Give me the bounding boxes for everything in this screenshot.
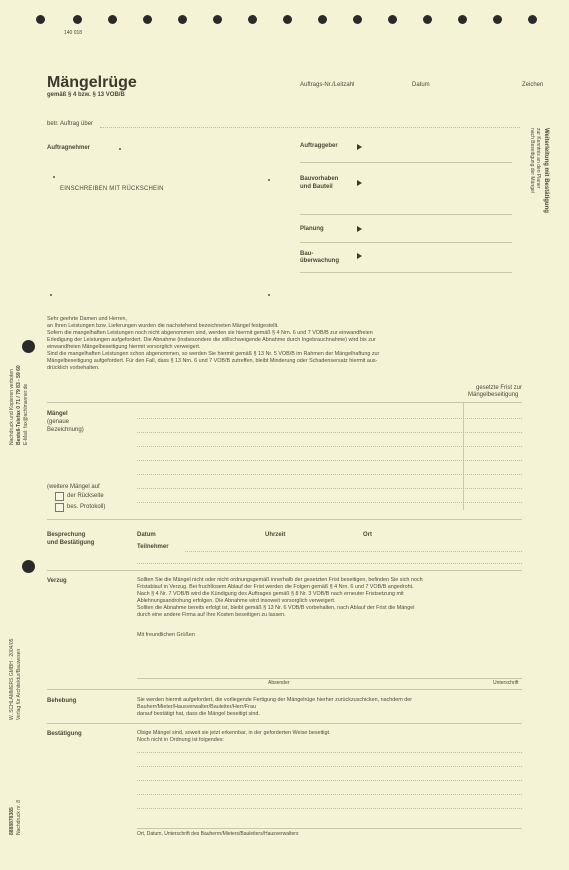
confirmation-line xyxy=(137,794,522,795)
delay-text: Nach § 4 Nr. 7 VOB/B wird die Kündigung des Auftrages gemäß § 8 Nr. 3 VOB/B nach erneuter Fristsetzung mit xyxy=(137,591,404,597)
divider xyxy=(47,723,522,724)
arrow-icon xyxy=(357,144,362,150)
intro-text: Mängelbeseitigung aufgefordert. Für den Fall, dass § 13 Nrn. 6 und 7 VOB/B zutreffen, bleibt Minderung oder Schadensersatz hiermit aus- xyxy=(47,358,378,364)
punch-hole xyxy=(213,15,222,24)
confirmation-line xyxy=(137,752,522,753)
margin-order-text: Bestell-Telefax 0 71 / 79 83 - 59 60 xyxy=(16,365,22,445)
delay-text: Fristablauf in Verzug. Bei fruchtlosem Ablauf der Frist werden die Folgen gemäß § 4 Nrn. 6 und 7 VOB/B angedroht. xyxy=(137,584,414,590)
punch-hole xyxy=(353,15,362,24)
defect-line xyxy=(137,474,522,475)
punch-hole xyxy=(73,15,82,24)
confirmation-text: Noch nicht in Ordnung ist folgendes: xyxy=(137,737,224,743)
intro-text: drücklich vorbehalten. xyxy=(47,365,100,371)
project-label-2: und Bauteil xyxy=(300,184,333,190)
supervision-label-1: Bau- xyxy=(300,251,314,257)
supervision-label-2: überwachung xyxy=(300,258,340,264)
margin-order-text: Nachdruck und Kopieren verboten xyxy=(9,369,15,445)
project-label-1: Bauvorhaben xyxy=(300,176,339,182)
punch-hole xyxy=(458,15,467,24)
punch-hole xyxy=(248,15,257,24)
arrow-icon xyxy=(357,180,362,186)
sign-label: Zeichen xyxy=(522,82,544,88)
punch-hole xyxy=(528,15,537,24)
punch-hole xyxy=(283,15,292,24)
side-note-line: zur Kenntnis an den Planer xyxy=(535,128,541,189)
confirmation-text: Obige Mängel sind, soweit sie jetzt erkennbar, in der geforderten Weise beseitigt. xyxy=(137,730,331,736)
meeting-label-1: Besprechung xyxy=(47,532,86,538)
delay-label: Verzug xyxy=(47,578,67,584)
form-code: 140 018 xyxy=(64,30,83,36)
client-label: Auftraggeber xyxy=(300,143,338,149)
side-note-line: nach Beseitigung der Mängel xyxy=(529,128,535,193)
confirmation-line xyxy=(137,808,522,809)
page-subtitle: gemäß § 4 bzw. § 13 VOB/B xyxy=(47,92,125,98)
defect-line xyxy=(137,446,522,447)
signature-line xyxy=(137,828,522,829)
order-subject-label: betr. Auftrag über xyxy=(47,121,94,127)
divider xyxy=(47,519,522,520)
participants-line xyxy=(185,551,522,552)
meeting-label-2: und Bestätigung xyxy=(47,540,95,546)
meeting-date-label: Datum xyxy=(137,532,156,538)
defect-line xyxy=(137,488,522,489)
planning-label: Planung xyxy=(300,226,324,232)
salutation: Sehr geehrte Damen und Herren, xyxy=(47,316,128,322)
page-title: Mängelrüge xyxy=(47,74,137,91)
divider xyxy=(300,162,512,163)
divider xyxy=(47,689,522,690)
punch-hole xyxy=(493,15,502,24)
defect-line xyxy=(137,502,522,503)
confirmation-line xyxy=(137,766,522,767)
divider xyxy=(47,402,522,403)
intro-text: Erledigung der Leistungen aufgefordert. Die Abnahme (insbesondere die stillschweigende Abnahme durch Ingebrauchnahme) wird bis zur xyxy=(47,337,376,343)
delay-text: Ablehnungsandrohung erfolgen. Die Abnahme wird insoweit vorsorglich verweigert. xyxy=(137,598,336,604)
confirmation-footer: Ort, Datum, Unterschrift des Bauherrn/Mieters/Bauleiters/Hausverwalters xyxy=(137,831,299,837)
protocol-label: bes. Protokoll) xyxy=(67,504,106,510)
arrow-icon xyxy=(357,253,362,259)
delay-text: Sollten die Abnahme bereits erfolgt ist, bleibt gemäß § 13 Nr. 6 VOB/B vorbehalten, nach Ablauf der Frist die Mängel xyxy=(137,605,415,611)
punch-hole-side xyxy=(22,560,35,573)
punch-hole xyxy=(318,15,327,24)
marker-dot xyxy=(268,179,270,181)
removal-text: Bauherr/Mieter/Hausverwalter/Bauleiter/Herr/Frau xyxy=(137,704,256,710)
contractor-label: Auftragnehmer xyxy=(47,145,91,151)
defects-sub: (genaue xyxy=(47,419,70,425)
intro-text: an Ihren Leistungen bzw. Lieferungen wurden die nachstehend bezeichneten Mängel festgestellt. xyxy=(47,323,279,329)
side-note-title: Weiterleitung mit Bestätigung xyxy=(543,128,549,213)
meeting-time-label: Uhrzeit xyxy=(265,532,286,538)
divider xyxy=(47,570,522,571)
margin-order-text: E-Mail: fax@schlmanner.de xyxy=(23,383,29,445)
order-number-label: Auftrags-Nr./Leitzahl xyxy=(300,82,355,88)
punch-hole xyxy=(36,15,45,24)
more-defects-label: (weitere Mängel auf xyxy=(47,484,100,490)
confirmation-label: Bestätigung xyxy=(47,731,82,737)
punch-hole xyxy=(108,15,117,24)
greeting: Mit freundlichen Grüßen xyxy=(137,632,195,638)
defects-sub: Bezeichnung) xyxy=(47,427,84,433)
defect-line xyxy=(137,460,522,461)
defects-label: Mängel xyxy=(47,411,68,417)
intro-text: Sofern die mangelhaften Leistungen noch nicht abgenommen sind, werden sie hiermit gemäß § 4 Nrn. 6 und 7 VOB/B zur einwandfreien xyxy=(47,330,373,336)
margin-publisher-text: W. SCHLAMMERS GMBH · 2004/05 xyxy=(9,638,15,720)
delay-text: durch eine andere Firma auf Ihre Kosten beseitigen zu lassen. xyxy=(137,612,286,618)
punch-hole xyxy=(178,15,187,24)
removal-text: Sie werden hiermit aufgefordert, die vorliegende Fertigung der Mängelrüge hierher zurückzuschicken, nachdem der xyxy=(137,697,413,703)
confirmation-line xyxy=(137,780,522,781)
removal-label: Behebung xyxy=(47,698,77,704)
date-label: Datum xyxy=(412,82,430,88)
order-subject-line xyxy=(100,127,520,128)
meeting-place-label: Ort xyxy=(363,532,372,538)
defect-line xyxy=(137,432,522,433)
removal-text: darauf bestätigt hat, dass die Mängel beseitigt sind. xyxy=(137,711,260,717)
protocol-checkbox[interactable] xyxy=(55,503,64,512)
participants-line xyxy=(137,563,522,564)
deadline-label-2: Mängelbeseitigung xyxy=(468,392,519,398)
intro-text: einwandfreien Mängelbeseitigung hiermit vorsorglich verweigert. xyxy=(47,344,201,350)
marker-dot xyxy=(119,148,121,150)
sender-label: Absender xyxy=(268,680,290,686)
back-side-checkbox[interactable] xyxy=(55,492,64,501)
punch-hole xyxy=(143,15,152,24)
intro-text: Sind die mangelhaften Leistungen schon abgenommen, so werden Sie hiermit gemäß § 13 Nr. 5 VOB/B im Rahmen der Mängelhaftung zur xyxy=(47,351,380,357)
delay-text: Sollten Sie die Mängel nicht oder nicht ordnungsgemäß innerhalb der gesetzten Frist beseitigen, befinden Sie sich noch xyxy=(137,577,423,583)
margin-publisher-text: Verlag für Architektur/Bauwesen xyxy=(16,648,22,720)
marker-dot xyxy=(53,176,55,178)
divider xyxy=(300,214,512,215)
divider xyxy=(300,242,512,243)
registered-mail-label: EINSCHREIBEN MIT RÜCKSCHEIN xyxy=(60,186,164,192)
divider xyxy=(300,272,512,273)
marker-dot xyxy=(50,294,52,296)
defect-line xyxy=(137,418,522,419)
back-side-label: der Rückseite xyxy=(67,493,104,499)
signature-label: Unterschrift xyxy=(493,680,519,686)
signature-line xyxy=(137,678,522,679)
margin-number: 8888878385 xyxy=(9,807,15,835)
deadline-label-1: gesetzte Frist zur xyxy=(476,385,523,391)
participants-label: Teilnehmer xyxy=(137,544,169,550)
arrow-icon xyxy=(357,226,362,232)
punch-hole-side xyxy=(22,340,35,353)
marker-dot xyxy=(268,294,270,296)
margin-number: Nachdruck nr. 8 xyxy=(16,799,22,835)
punch-hole xyxy=(388,15,397,24)
punch-hole xyxy=(423,15,432,24)
